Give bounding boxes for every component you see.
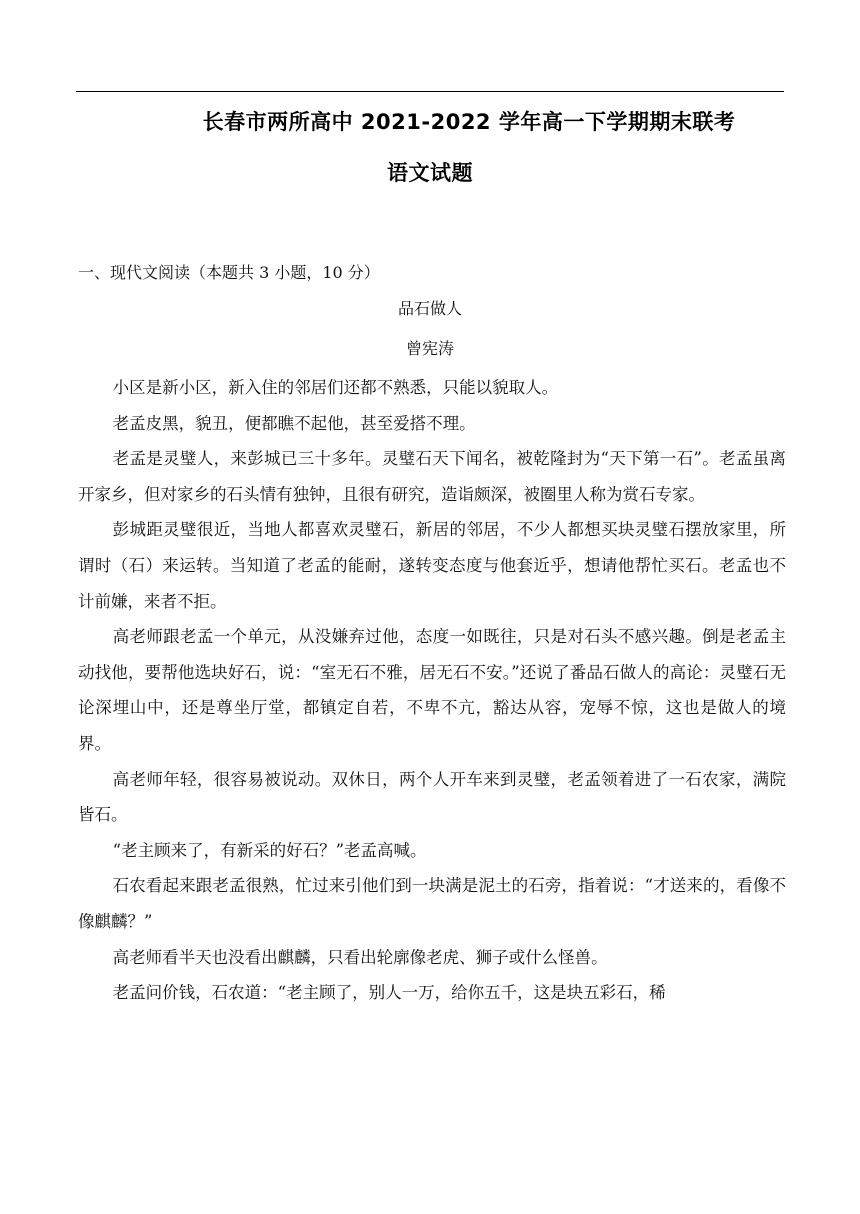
paragraph: 彭城距灵璧很近，当地人都喜欢灵璧石，新居的邻居，不少人都想买块灵璧石摆放家里，所谓时（石）来运转。当知道了老孟的能耐，遂转变态度与他套近乎，想请他帮忙买石。老孟也不计前嫌，来者不拒。 (78, 520, 786, 611)
exam-subtitle: 语文试题 (387, 161, 473, 185)
story-title: 品石做人 (397, 299, 462, 318)
section-heading: 一、现代文阅读（本题共 3 小题，10 分） (78, 263, 380, 282)
exam-title: 长春市两所高中 2021-2022 学年高一下学期期末联考 (202, 110, 736, 134)
paragraph: “老主顾来了，有新采的好石？”老孟高喊。 (112, 840, 427, 860)
paragraph: 石农看起来跟老孟很熟，忙过来引他们到一块满是泥土的石旁，指着说：“才送来的，看像不像麒麟？” (78, 876, 786, 931)
paragraph: 高老师年轻，很容易被说动。双休日，两个人开车来到灵璧，老孟领着进了一石农家，满院皆石。 (78, 769, 786, 825)
story-author: 曾宪涛 (405, 339, 454, 358)
story-body (78, 370, 786, 1011)
paragraph: 小区是新小区，新入住的邻居们还都不熟悉，只能以貌取人。 (112, 378, 559, 397)
header-rule (76, 91, 784, 92)
paragraph: 老孟问价钱，石农道：“老主顾了，别人一万，给你五千，这是块五彩石，稀 (112, 983, 666, 1003)
paragraph: 高老师看半天也没看出麒麟，只看出轮廓像老虎、狮子或什么怪兽。 (112, 947, 608, 967)
paragraph: 老孟皮黑，貌丑，便都瞧不起他，甚至爱搭不理。 (112, 413, 476, 433)
paragraph: 老孟是灵璧人，来彭城已三十多年。灵璧石天下闻名，被乾隆封为“天下第一石”。老孟虽离开家乡，但对家乡的石头情有独钟，且很有研究，造诣颇深，被圈里人称为赏石专家。 (78, 449, 786, 504)
paragraph: 高老师跟老孟一个单元，从没嫌弃过他，态度一如既往，只是对石头不感兴趣。倒是老孟主动找他，要帮他选块好石，说：“室无石不雅，居无石不安。”还说了番品石做人的高论：灵璧石无论深埋山中，还是尊坐厅堂，都镇定自若，不卑不亢，豁达从容，宠辱不惊，这也是做人的境界。 (78, 627, 786, 753)
